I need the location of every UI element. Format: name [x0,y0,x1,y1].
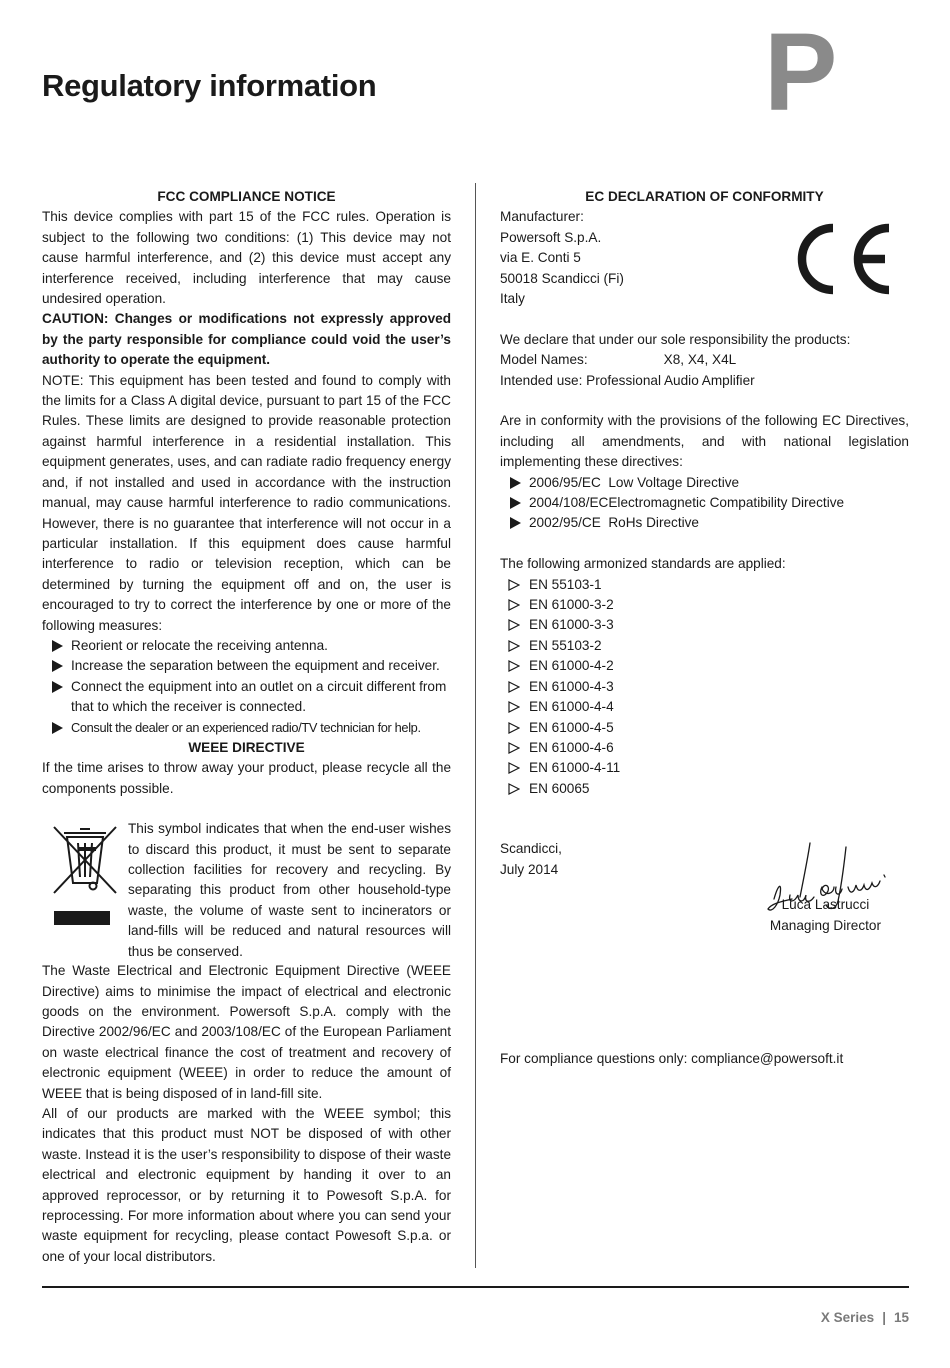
list-item: Consult the dealer or an experienced radio/TV technician for help. [42,718,451,738]
conformity-text: Are in conformity with the provisions of the following EC Directives, including all amendments, and with national legislation implementing these directives: [500,413,909,470]
standard-label: EN 61000-3-3 [529,617,614,633]
ec-heading: EC DECLARATION OF CONFORMITY [585,189,824,204]
outline-triangle-icon [508,681,520,693]
compliance-contact: For compliance questions only: compliance@powersoft.it [500,1051,844,1067]
list-item [500,636,909,656]
footer-rule [42,1286,909,1288]
crossed-out-wheelie-bin-icon [50,823,120,931]
list-item [500,758,909,778]
standard-label: EN 61000-4-3 [529,678,614,694]
outline-triangle-icon [508,742,520,754]
outline-triangle-icon [508,762,520,774]
list-item: 2004/108/ECElectromagnetic Compatibility Directive [500,493,909,513]
date: July 2014 [500,861,559,877]
fcc-note: NOTE: This equipment has been tested and found to comply with the limits for a Class A digital device, pursuant to part 15 of the FCC Rules. These limits are designed to provide reasonable protection against harmful interference in a residential installation. This equipment generates, uses, and can radiate radio frequency energy and, if not installed and used in accordance with the instruction manual, may cause harmful interference to radio communications. However, there is no guarantee that interference will not occur in a particular installation. If this equipment does cause harmful interference to radio or television reception, which can be determined by turning the equipment off and on, the user is encouraged to try to correct the interference by one or more of the following measures: [42,372,451,633]
outline-triangle-icon [508,783,520,795]
signer-title: Managing Director [769,917,881,933]
standard-label: EN 61000-4-6 [529,739,614,755]
outline-triangle-icon [508,640,520,652]
weee-symbol-block [42,819,451,961]
manufacturer-line: Italy [500,291,525,307]
fcc-caution: CAUTION: Changes or modifications not expressly approved by the party responsible for compliance could void the user’s authority to operate the equipment. [42,311,451,368]
series-name: X Series [820,1310,875,1325]
list-item [500,779,909,799]
page-title: Regulatory information [42,68,377,103]
list-item [500,677,909,697]
intended-use: Intended use: Professional Audio Amplifier [500,372,755,388]
outline-triangle-icon [508,722,520,734]
manufacturer-label: Manufacturer: [500,209,584,225]
section-letter: P [764,11,838,134]
standard-label: EN 60065 [529,780,590,796]
directives-list [500,473,909,534]
model-names-value: X8, X4, X4L [663,352,737,368]
weee-symbol-text: This symbol indicates that when the end-user wishes to discard this product, it must be sent to separate collection facilities for recovery and recycling. By separating this product from other household-type waste, the volume of waste sent to incinerators or land-fills will be reduced and natural resources will thus be conserved. [128,821,451,959]
list-item [500,656,909,676]
standard-label: EN 55103-1 [529,576,602,592]
standard-label: EN 61000-4-11 [529,760,621,776]
model-names-label: Model Names: [500,352,588,368]
standard-label: EN 61000-4-2 [529,658,614,674]
weee-paragraph-2: All of our products are marked with the WEEE symbol; this indicates that this product must NOT be disposed of with other waste. Instead it is the user’s responsibility to dispose of their waste electrical and electronic equipment by handing it over to an approved reprocessor, or by returning it to Powesoft S.p.A. for reprocessing. For more information about where you can send your waste equipment for recycling, please contact Powesoft S.p.a. or one of your local distributors. [42,1106,451,1264]
signer-name: Luca Lastrucci [781,897,870,913]
model-names-row [500,350,909,370]
right-column [500,187,909,1070]
declaration-text: We declare that under our sole responsibility the products: [500,331,851,347]
page-footer [821,1310,909,1325]
signature-block [500,799,909,1049]
fcc-heading: FCC COMPLIANCE NOTICE [157,189,336,204]
ce-mark-icon [793,221,895,297]
standards-intro: The following armonized standards are applied: [500,556,786,572]
outline-triangle-icon [508,701,520,713]
standard-label: EN 61000-4-5 [529,719,614,735]
manufacturer-line: 50018 Scandicci (Fi) [500,270,624,286]
list-item: Reorient or relocate the receiving antenna. [42,636,451,656]
manufacturer-line: Powersoft S.p.A. [500,229,602,245]
weee-intro: If the time arises to throw away your product, please recycle all the components possible. [42,760,451,796]
signer [770,895,881,936]
list-item: 2006/95/EC Low Voltage Directive [500,473,909,493]
footer-separator: | [882,1310,886,1325]
place-date [500,839,562,880]
standard-label: EN 61000-4-4 [529,699,614,715]
list-item [500,615,909,635]
standard-label: EN 55103-2 [529,637,602,653]
list-item: Increase the separation between the equipment and receiver. [42,656,451,676]
outline-triangle-icon [508,599,520,611]
list-item [500,575,909,595]
left-column [42,187,451,1267]
list-item [500,697,909,717]
outline-triangle-icon [508,660,520,672]
fcc-measures-list [42,636,451,738]
standard-label: EN 61000-3-2 [529,597,614,613]
place: Scandicci, [500,841,562,857]
outline-triangle-icon [508,619,520,631]
list-item: Connect the equipment into an outlet on a circuit different from that to which the receiver is connected. [42,677,451,718]
page-number: 15 [893,1310,909,1325]
column-divider [475,183,476,1268]
standards-list [500,575,909,799]
list-item: 2002/95/CE RoHs Directive [500,513,909,533]
list-item [500,738,909,758]
outline-triangle-icon [508,579,520,591]
list-item [500,595,909,615]
weee-heading: WEEE DIRECTIVE [188,739,305,755]
manufacturer-line: via E. Conti 5 [500,250,581,266]
fcc-intro: This device complies with part 15 of the FCC rules. Operation is subject to the following two conditions: (1) This device may not cause harmful interference, and (2) this device must accept any interference received, including interference that may cause undesired operation. [42,209,451,307]
list-item [500,718,909,738]
weee-paragraph-1: The Waste Electrical and Electronic Equipment Directive (WEEE Directive) aims to minimise the impact of electrical and electronic goods on the environment. Powersoft S.p.A. comply with the Directive 2002/96/EC and 2003/108/EC of the European Parliament on waste electrical finance the cost of treatment and recovery of electronic equipment (WEEE) in order to reduce the amount of WEEE that is being disposed of in land-fill site. [42,963,451,1101]
